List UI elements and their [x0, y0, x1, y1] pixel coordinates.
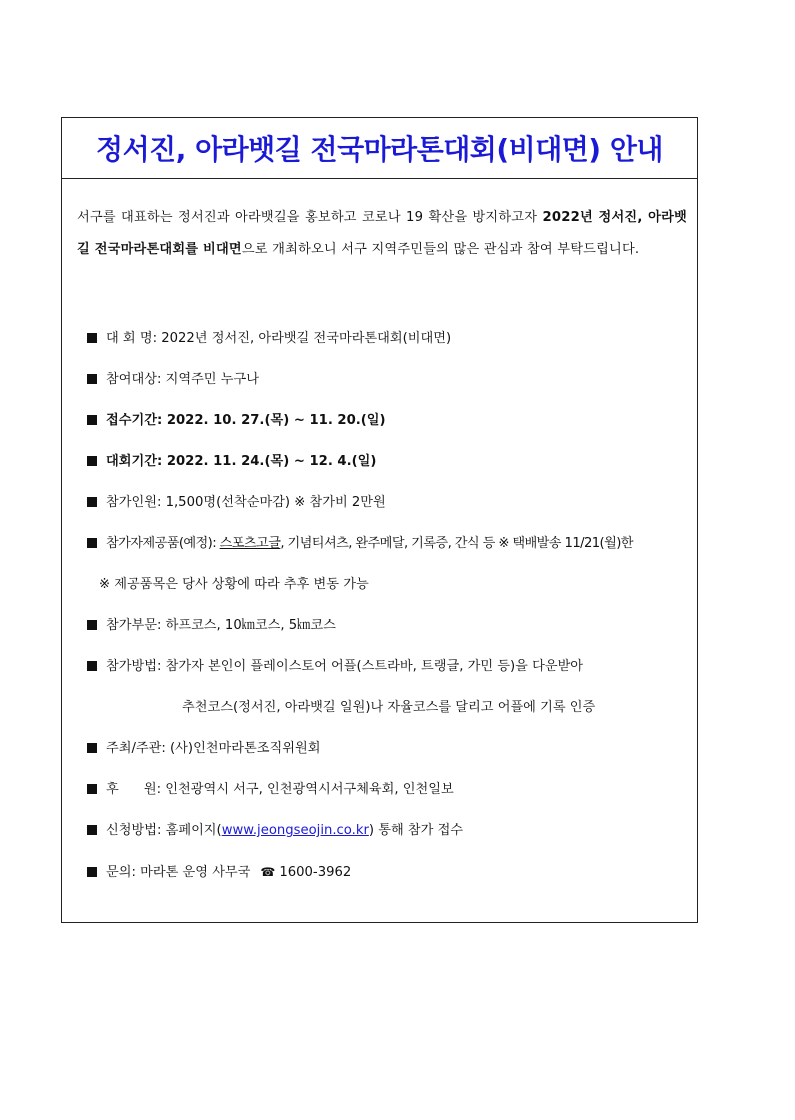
item-method — [87, 657, 583, 677]
item-text: 대회기간: 2022. 11. 24.(목) ~ 12. 4.(일) — [106, 454, 377, 469]
bullet-square-icon — [87, 743, 97, 753]
item-host — [87, 739, 320, 759]
bullet-square-icon — [87, 497, 97, 507]
bullet-square-icon — [87, 456, 97, 466]
item-text: ) 통해 참가 접수 — [368, 823, 464, 838]
item-text: 참가인원: 1,500명(선착순마감) ※ 참가비 2만원 — [106, 495, 386, 510]
bullet-square-icon — [87, 867, 97, 877]
item-application — [87, 821, 463, 841]
item-eligibility — [87, 370, 259, 390]
bullet-square-icon — [87, 620, 97, 630]
notice-frame — [61, 117, 698, 923]
item-text: 참가부문: 하프코스, 10㎞코스, 5㎞코스 — [106, 618, 336, 633]
phone-number: 1600-3962 — [279, 865, 352, 880]
item-text: 참여대상: 지역주민 누구나 — [106, 372, 259, 387]
homepage-link[interactable]: www.jeongseojin.co.kr — [221, 823, 369, 838]
bullet-square-icon — [87, 415, 97, 425]
bullet-square-icon — [87, 333, 97, 343]
item-label: 후 원: — [106, 782, 166, 797]
item-event-name — [87, 329, 451, 349]
item-label: 참가자제공품(예정): — [106, 536, 220, 551]
intro-text-1: 서구를 대표하는 정서진과 아라뱃길을 홍보하고 코로나 19 확산을 방지하고자 — [77, 210, 543, 225]
item-text: , 기념티셔츠, 완주메달, 기록증, 간식 등 ※ 택배발송 11/21(월)한 — [280, 536, 633, 551]
item-registration-period — [87, 411, 386, 431]
title-box — [62, 118, 697, 179]
intro-text-2: 으로 개최하오니 서구 지역주민들의 많은 관심과 참여 부탁드립니다. — [241, 242, 640, 257]
item-event-period — [87, 452, 376, 472]
phone-icon: ☎ — [260, 865, 276, 879]
item-participants — [87, 493, 386, 513]
intro-paragraph — [77, 202, 687, 266]
page-title: 정서진, 아라뱃길 전국마라톤대회(비대면) 안내 — [96, 133, 663, 166]
bullet-square-icon — [87, 825, 97, 835]
bullet-square-icon — [87, 374, 97, 384]
item-text: 문의: 마라톤 운영 사무국 — [106, 865, 251, 880]
method-continuation: 추천코스(정서진, 아라뱃길 일원)나 자율코스를 달리고 어플에 기록 인증 — [182, 700, 596, 715]
bullet-square-icon — [87, 784, 97, 794]
item-text: 인천광역시 서구, 인천광역시서구체육회, 인천일보 — [165, 782, 454, 797]
item-contact — [87, 862, 351, 883]
item-text: 참가방법: 참가자 본인이 플레이스토어 어플(스트라바, 트랭글, 가민 등)을 다운받아 — [106, 659, 584, 674]
bullet-square-icon — [87, 538, 97, 548]
item-divisions — [87, 616, 336, 636]
item-sponsor — [87, 780, 454, 800]
item-text: 신청방법: 홈페이지( — [106, 823, 222, 838]
intro-bold-text: 2022년 정서진, 아라뱃길 전국마라톤대회를 비대면 — [77, 210, 687, 257]
item-text: 대 회 명: 2022년 정서진, 아라뱃길 전국마라톤대회(비대면) — [106, 331, 452, 346]
goods-note: ※ 제공품목은 당사 상황에 따라 추후 변동 가능 — [99, 577, 369, 592]
item-text: 접수기간: 2022. 10. 27.(목) ~ 11. 20.(일) — [106, 413, 386, 428]
bullet-square-icon — [87, 661, 97, 671]
item-text: 주최/주관: (사)인천마라톤조직위원회 — [106, 741, 321, 756]
item-goods — [87, 534, 633, 554]
item-underlined-text: 스포츠고글 — [219, 536, 281, 551]
